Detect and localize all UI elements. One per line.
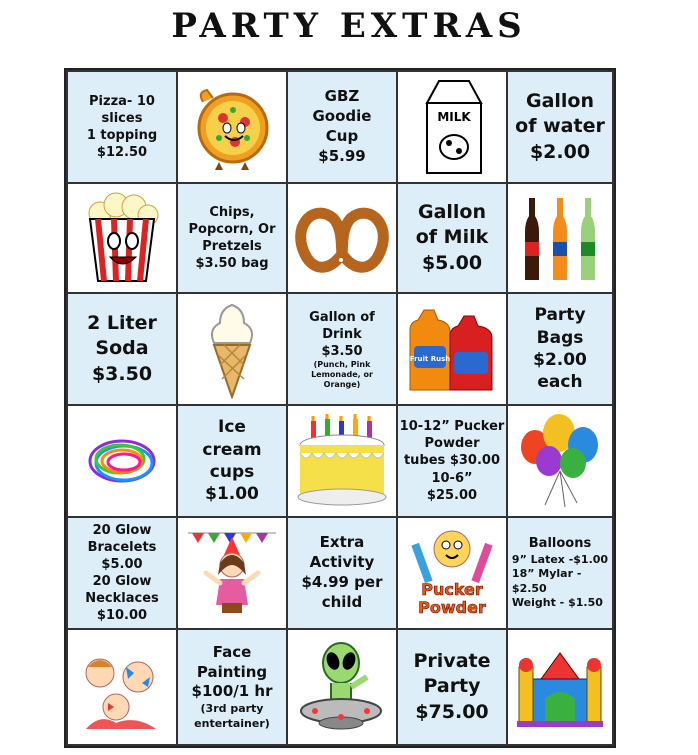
balloons-cell [506, 516, 614, 630]
drink-line-2: Drink [322, 327, 362, 343]
drink-note-2: Lemonade, or [311, 369, 373, 379]
water-price: $2.00 [529, 140, 591, 163]
milk-carton-icon [419, 77, 485, 177]
balloons-image-cell [506, 404, 614, 518]
milk-cell [396, 182, 508, 294]
face-painting-kids-icon [76, 643, 168, 731]
extras-grid [64, 68, 616, 748]
glow-line-4: Necklaces [85, 591, 159, 607]
milk-carton-label: MILK [437, 110, 471, 124]
activity-line-1: Extra [319, 533, 365, 552]
private-line-2: Party [423, 675, 481, 698]
soda-line-1: 2 Liter [87, 312, 157, 335]
drink-note-1: (Punch, Pink [313, 360, 371, 370]
bags-price: $2.00 [533, 350, 587, 370]
party-girl-cell [176, 516, 288, 630]
pucker-powder-logo [402, 523, 502, 623]
icecream-line-2: cream [202, 439, 262, 460]
fruit-rush-label: Fruit Rush [409, 355, 451, 363]
chips-line-3: Pretzels [202, 239, 262, 254]
birthday-cake-icon [293, 413, 391, 509]
balloons-line-5: Weight - $1.50 [511, 596, 603, 610]
face-note-2: entertainer) [194, 716, 270, 730]
face-line-2: Painting [196, 662, 268, 681]
glow-bracelets-icon [82, 431, 162, 491]
drink-price: $3.50 [321, 344, 363, 360]
face-line-3: $100/1 hr [191, 682, 273, 701]
balloons-line-1: Balloons [528, 536, 592, 552]
drink-note-3: Orange) [323, 379, 361, 389]
pizza-line-1: Pizza- 10 [89, 93, 155, 109]
private-price: $75.00 [415, 700, 489, 723]
milk-price: $5.00 [421, 251, 483, 274]
pretzel-image-cell [286, 182, 398, 294]
ice-cream-cone-cell [176, 292, 288, 406]
ice-cream-cups-cell [176, 404, 288, 518]
popcorn-image-cell [66, 182, 178, 294]
glow-price-2: $10.00 [96, 608, 148, 624]
chips-line-1: Chips, [209, 204, 255, 220]
alien-ufo-icon [297, 637, 387, 737]
chips-line-2: Popcorn, Or [188, 221, 276, 237]
glow-price-1: $5.00 [101, 556, 143, 572]
birthday-cake-cell [286, 404, 398, 518]
water-line-1: Gallon [525, 90, 595, 113]
bags-line-2: Bags [536, 327, 584, 348]
private-party-cell [396, 628, 508, 746]
glow-line-2: Bracelets [87, 539, 157, 555]
face-painting-cell [176, 628, 288, 746]
activity-line-4: child [321, 592, 363, 611]
bags-line-1: Party [534, 305, 586, 326]
soda-bottles-icon [515, 192, 605, 284]
soda-line-2: Soda [95, 337, 149, 360]
icecream-line-1: Ice [218, 417, 246, 438]
pucker-price: $25.00 [426, 487, 478, 503]
fruit-rush-jugs-icon [404, 306, 500, 392]
bags-line-3: each [537, 372, 583, 393]
balloons-line-3: 18” Mylar - [511, 567, 582, 581]
glow-cell [66, 516, 178, 630]
face-note-1: (3rd party [200, 702, 264, 716]
party-girl-icon [184, 525, 280, 621]
goodie-line-3: Cup [325, 127, 359, 145]
pucker-line-3: tubes $30.00 [403, 453, 500, 469]
milk-line-1: Gallon [417, 201, 486, 224]
page-title: PARTY EXTRAS [171, 6, 527, 46]
pucker-powder-cell [396, 404, 508, 518]
soda-cell [66, 292, 178, 406]
milk-carton-cell [396, 70, 508, 184]
pizza-cell [66, 70, 178, 184]
drink-cell [286, 292, 398, 406]
glow-bracelets-image-cell [66, 404, 178, 518]
water-cell [506, 70, 614, 184]
ice-cream-cone-icon [204, 299, 260, 399]
chips-cell [176, 182, 288, 294]
activity-line-2: Activity [309, 553, 375, 572]
balloons-line-2: 9” Latex -$1.00 [511, 552, 609, 566]
bounce-house-icon [513, 645, 607, 729]
bounce-house-cell [506, 628, 614, 746]
pucker-line-1: 10-12” Pucker [399, 419, 505, 435]
chips-price: $3.50 bag [195, 256, 269, 272]
pizza-icon [189, 82, 275, 172]
pretzel-icon [293, 198, 391, 278]
popcorn-icon [80, 191, 164, 285]
goodie-price: $5.99 [318, 146, 366, 165]
water-line-2: of water [515, 115, 605, 138]
icecream-line-3: cups [209, 462, 255, 482]
goodie-cup-cell [286, 70, 398, 184]
pizza-line-2: slices [101, 110, 143, 126]
pucker-line-4: 10-6” [431, 470, 473, 486]
pizza-image-cell [176, 70, 288, 184]
icecream-price: $1.00 [205, 484, 259, 505]
pizza-line-3: 1 topping [86, 128, 158, 143]
pucker-line-2: Powder [424, 436, 480, 452]
goodie-line-2: Goodie [312, 107, 372, 126]
glow-line-1: 20 Glow [92, 522, 152, 538]
fruit-rush-jugs-cell [396, 292, 508, 406]
extra-activity-cell [286, 516, 398, 630]
drink-line-1: Gallon of [309, 309, 375, 325]
balloons-line-4: $2.50 [511, 581, 547, 595]
goodie-line-1: GBZ [324, 87, 360, 106]
party-bags-cell [506, 292, 614, 406]
face-line-1: Face [212, 642, 252, 661]
glow-line-3: 20 Glow [92, 574, 152, 589]
soda-price: $3.50 [91, 362, 153, 385]
activity-line-3: $4.99 per [301, 573, 383, 591]
balloons-icon [515, 411, 605, 511]
pucker-powder-logo-cell [396, 516, 508, 630]
face-painting-image-cell [66, 628, 178, 746]
soda-bottles-cell [506, 182, 614, 294]
private-line-1: Private [413, 650, 491, 673]
pucker-logo-word-2: Powder [418, 598, 486, 617]
pizza-price: $12.50 [96, 145, 148, 161]
milk-line-2: of Milk [415, 226, 489, 249]
pucker-logo-word-1: Pucker [421, 580, 483, 599]
alien-image-cell [286, 628, 398, 746]
